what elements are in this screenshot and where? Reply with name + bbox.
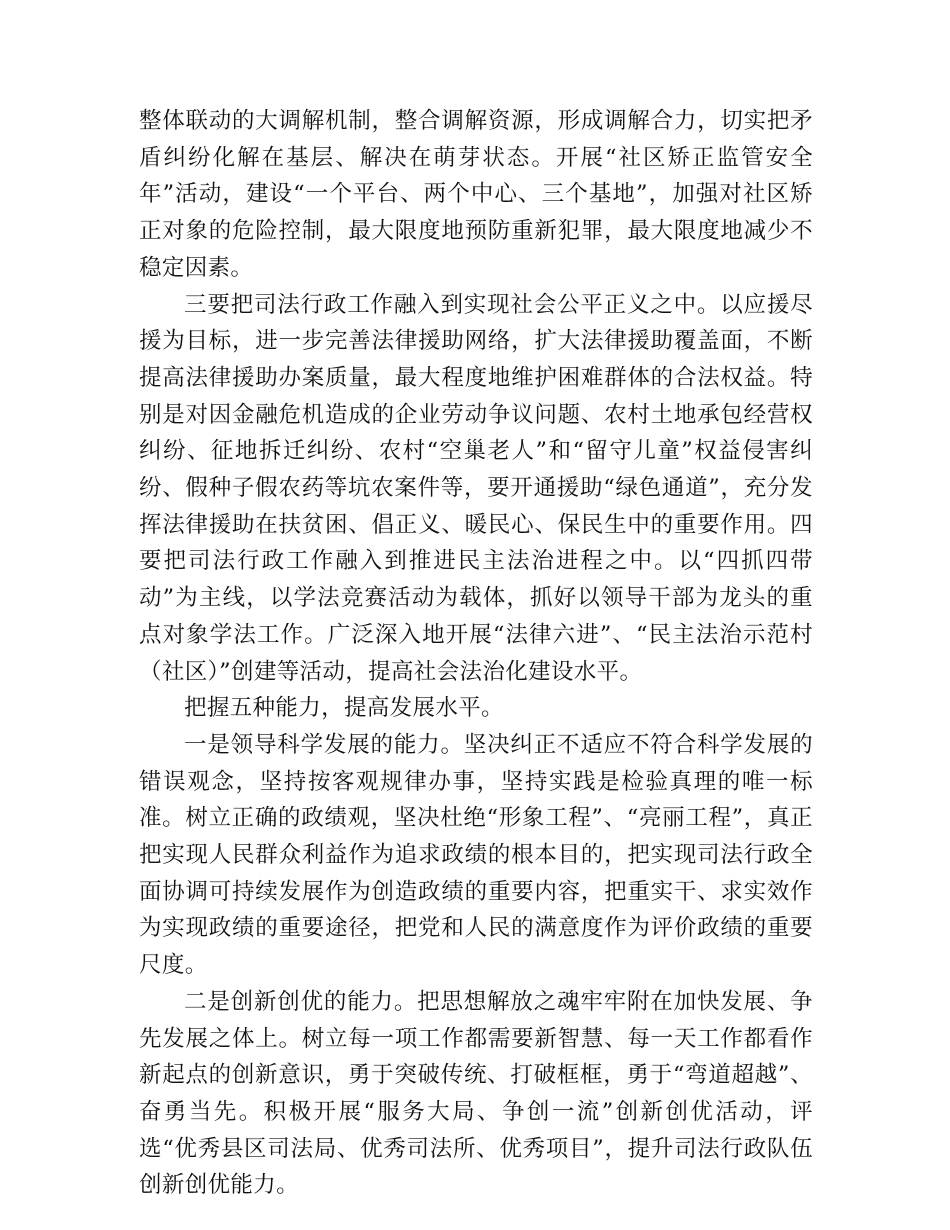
paragraph-ability-two: 二是创新创优的能力。把思想解放之魂牢牢附在加快发展、争先发展之体上。树立每一项工作都需要新智慧、每一天工作都看作新起点的创新意识，勇于突破传统、打破框框，勇于“弯道超越”、奋勇当先。积极开展“服务大局、争创一流”创新创优活动，评选“优秀县区司法局、优秀司法所、优秀项目”，提升司法行政队伍创新创优能力。 xyxy=(139,988,813,1199)
paragraph-continued: 整体联动的大调解机制，整合调解资源，形成调解合力，切实把矛盾纠纷化解在基层、解决在萌芽状态。开展“社区矫正监管安全年”活动，建设“一个平台、两个中心、三个基地”，加强对社区矫正对象的危险控制，最大限度地预防重新犯罪，最大限度地减少不稳定因素。 xyxy=(139,108,813,281)
body-text xyxy=(139,103,813,1204)
paragraph-legal-aid: 三要把司法行政工作融入到实现社会公平正义之中。以应援尽援为目标，进一步完善法律援助网络，扩大法律援助覆盖面，不断提高法律援助办案质量，最大程度地维护困难群体的合法权益。特别是对因金融危机造成的企业劳动争议问题、农村土地承包经营权纠纷、征地拆迁纠纷、农村“空巢老人”和“留守儿童”权益侵害纠纷、假种子假农药等坑农案件等，要开通援助“绿色通道”，充分发挥法律援助在扶贫困、倡正义、暖民心、保民生中的重要作用。四要把司法行政工作融入到推进民主法治进程之中。以“四抓四带动”为主线，以学法竞赛活动为载体，抓好以领导干部为龙头的重点对象学法工作。广泛深入地开展“法律六进”、“民主法治示范村（社区）”创建等活动，提高社会法治化建设水平。 xyxy=(139,291,813,685)
paragraph-five-abilities-heading: 把握五种能力，提高发展水平。 xyxy=(184,695,504,722)
paragraph-ability-one: 一是领导科学发展的能力。坚决纠正不适应不符合科学发展的错误观念，坚持按客观规律办事，坚持实践是检验真理的唯一标准。树立正确的政绩观，坚决杜绝“形象工程”、“亮丽工程”，真正把实现人民群众利益作为追求政绩的根本目的，把实现司法行政全面协调可持续发展作为创造政绩的重要内容，把重实干、求实效作为实现政绩的重要途径，把党和人民的满意度作为评价政绩的重要尺度。 xyxy=(139,731,813,979)
